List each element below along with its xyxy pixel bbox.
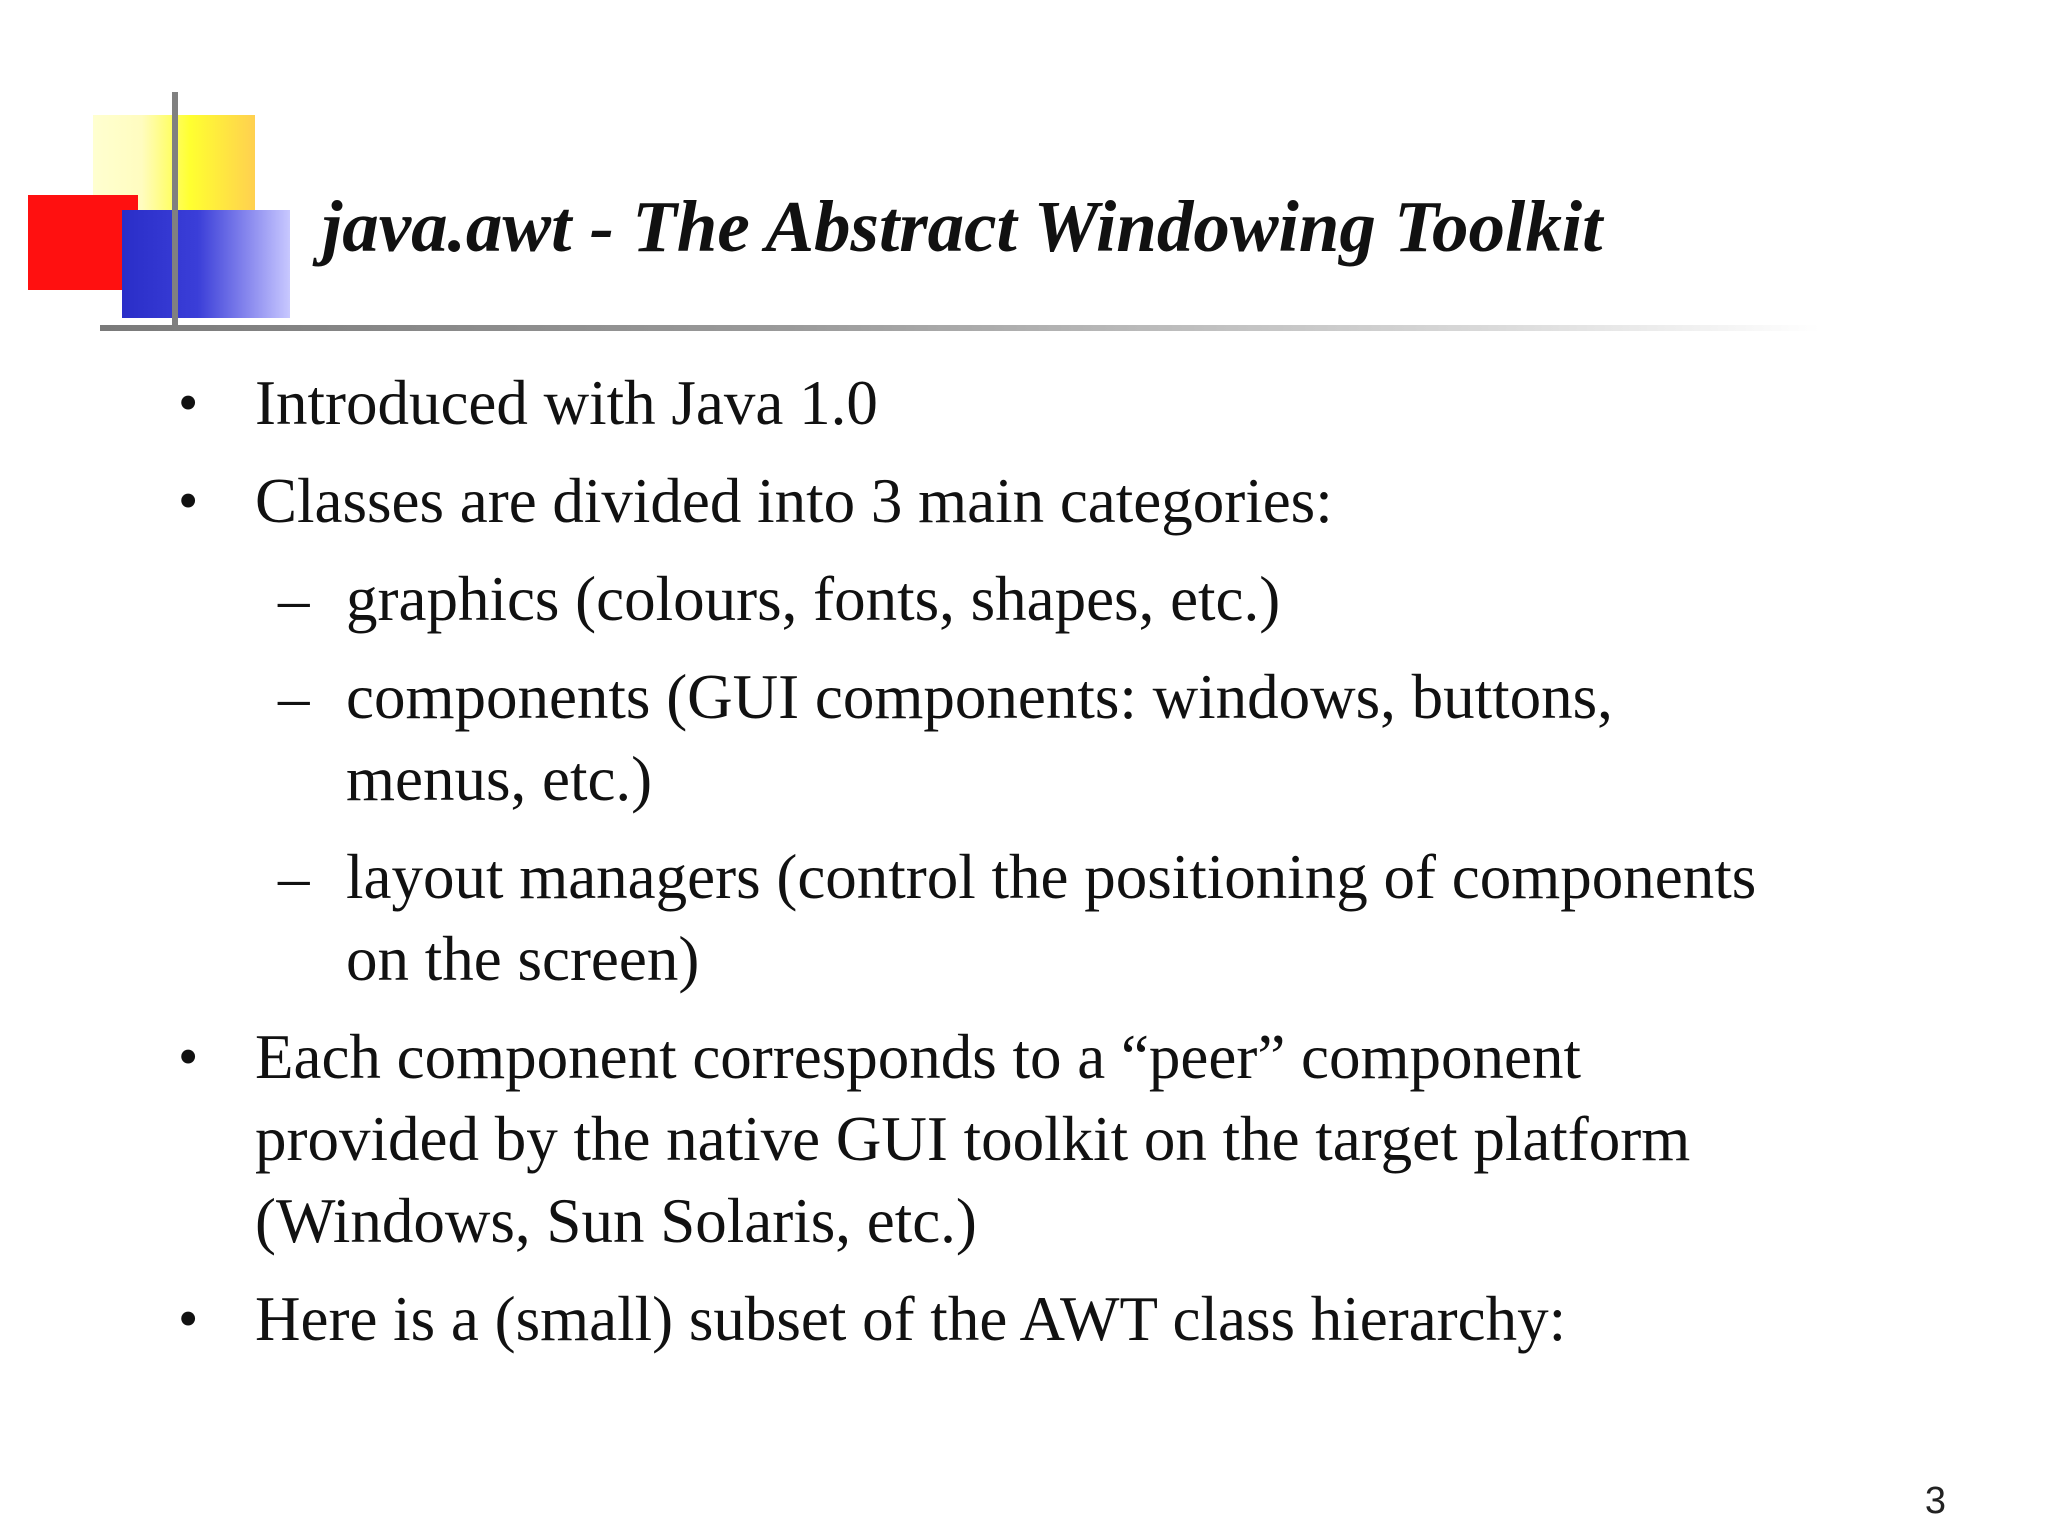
dash-marker: – [278,662,310,732]
logo-blue-square [122,210,290,318]
sub-bullet-text-line: graphics (colours, fonts, shapes, etc.) [346,564,1281,634]
sub-bullet-text-line: layout managers (control the positioning of components [346,842,1757,912]
sub-bullet-text-line: on the screen) [346,924,700,994]
bullet-text-line: Classes are divided into 3 main categories: [255,466,1333,536]
bullet-text-line: (Windows, Sun Solaris, etc.) [255,1186,977,1256]
bullet-marker: • [178,370,199,435]
bullet-text-line: provided by the native GUI toolkit on the target platform [255,1104,1691,1174]
logo-vertical-rule [172,92,178,327]
dash-marker: – [278,842,310,912]
page-number: 3 [1924,1480,1946,1522]
dash-marker: – [278,564,310,634]
bullet-text-line: Introduced with Java 1.0 [255,368,878,438]
bullet-marker: • [178,1286,199,1351]
bullet-marker: • [178,1024,199,1089]
bullet-text-line: Here is a (small) subset of the AWT class hierarchy: [255,1284,1567,1354]
sub-bullet-text-line: components (GUI components: windows, buttons, [346,662,1613,732]
bullet-text-line: Each component corresponds to a “peer” component [255,1022,1581,1092]
bullet-marker: • [178,468,199,533]
slide-title: java.awt - The Abstract Windowing Toolkit [322,186,1603,267]
sub-bullet-text-line: menus, etc.) [346,744,653,814]
title-underline-rule [100,325,1820,331]
